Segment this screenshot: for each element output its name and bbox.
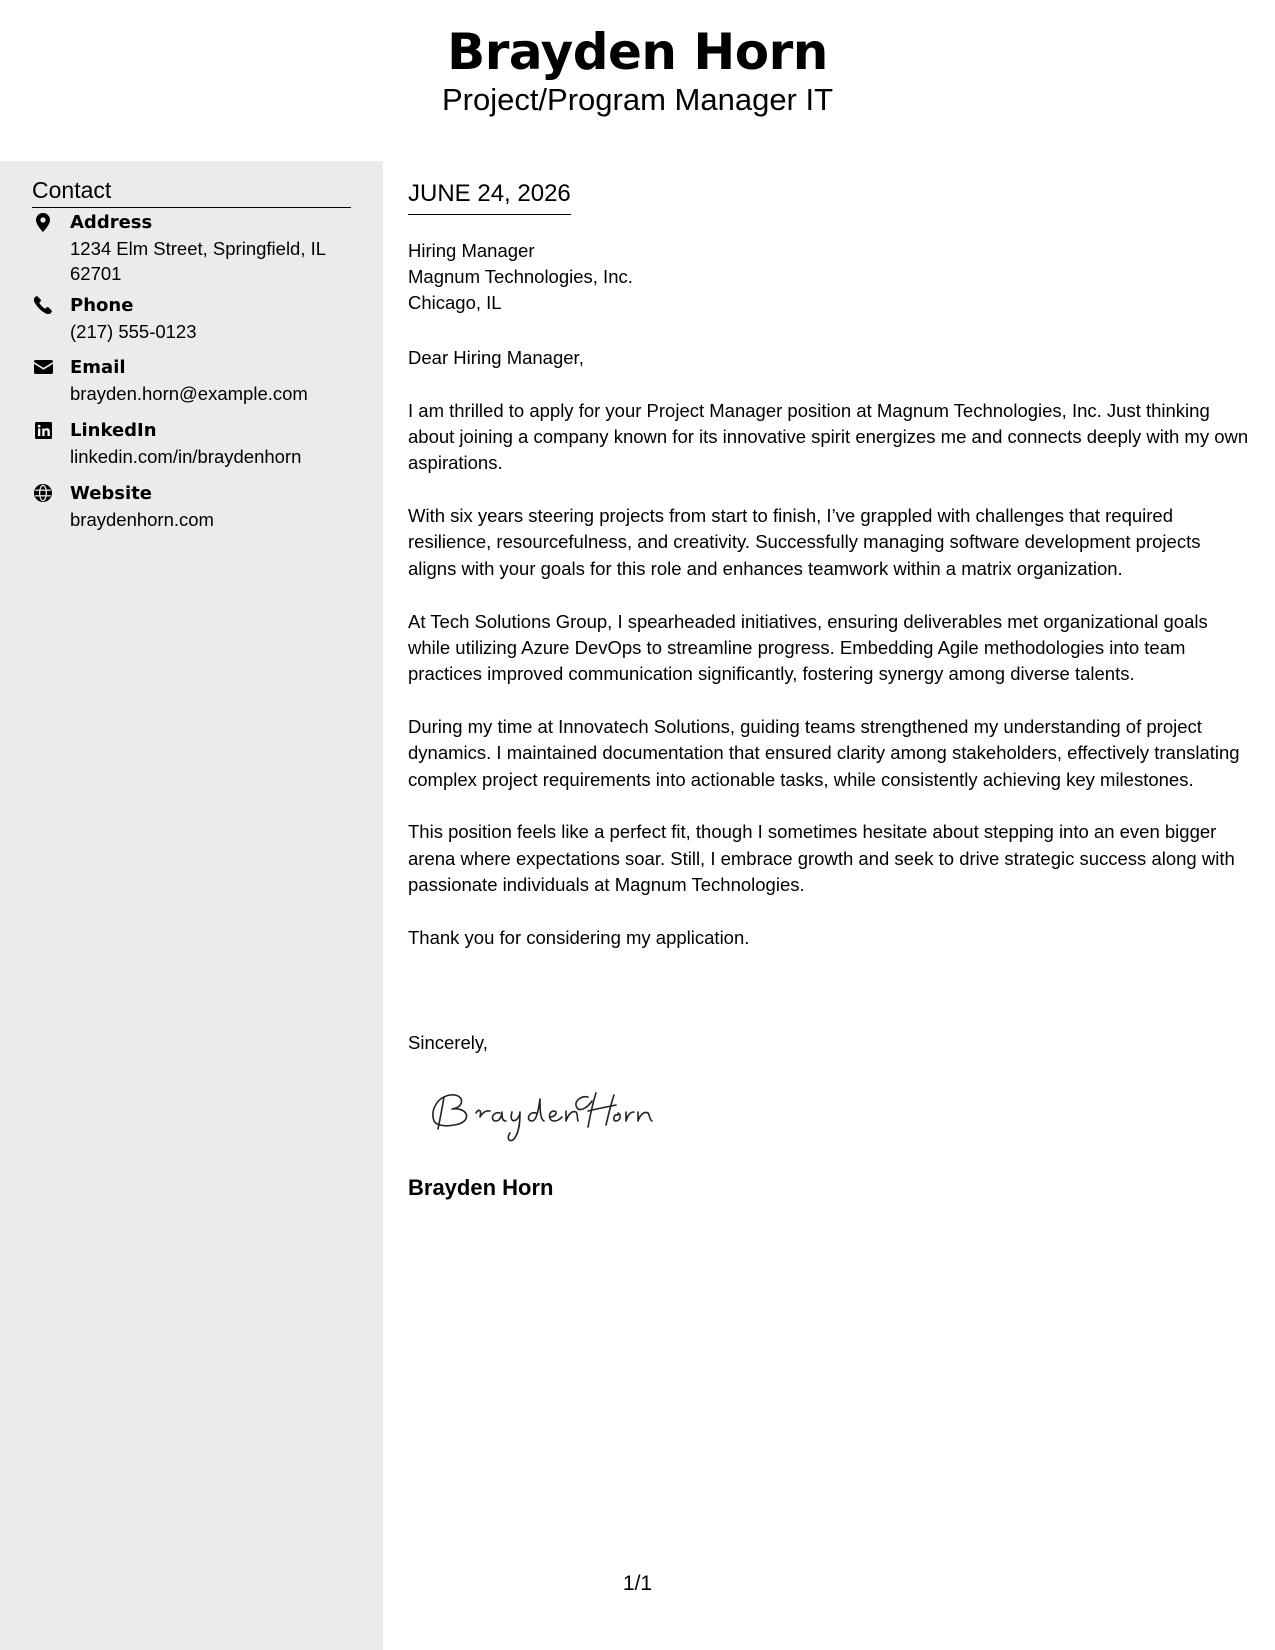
- contact-value: braydenhorn.com: [70, 509, 214, 530]
- contact-heading: Contact: [32, 175, 351, 208]
- contact-value: (217) 555-0123: [70, 321, 197, 342]
- recipient-line: Chicago, IL: [408, 292, 502, 313]
- body-paragraph: During my time at Innovatech Solutions, guiding teams strengthened my understanding of project dynamics. I maintained documentation that ensured clarity among stakeholders, effectively translating complex project requirements into actionable tasks, while consistently achieving key milestones.: [408, 715, 1240, 790]
- contact-label: Website: [70, 483, 153, 504]
- body-paragraph: At Tech Solutions Group, I spearheaded initiatives, ensuring deliverables met organizational goals while utilizing Azure DevOps to streamline progress. Embedding Agile methodologies into team practices improved communication significantly, fostering synergy among diverse talents.: [408, 610, 1208, 685]
- closing: Sincerely,: [408, 1032, 488, 1053]
- contact-label: Phone: [70, 295, 134, 316]
- letter-date: JUNE 24, 2026: [408, 179, 571, 215]
- letter-header: [0, 0, 1275, 161]
- body-paragraph: This position feels like a perfect fit, though I sometimes hesitate about stepping into an even bigger arena where expectations soar. Still, I embrace growth and seek to drive strategic success along with passionate individuals at Magnum Technologies.: [408, 821, 1235, 895]
- globe-icon: [32, 482, 54, 504]
- envelope-icon: [32, 356, 54, 378]
- body-paragraph: I am thrilled to apply for your Project Manager position at Magnum Technologies, Inc. Just thinking about joining a company known for its innovative spirit energizes me and connects deeply with my own aspirations.: [408, 399, 1249, 474]
- letter-text: [408, 345, 1253, 978]
- linkedin-icon: [32, 419, 54, 441]
- contact-value: brayden.horn@example.com: [70, 383, 308, 404]
- contact-sidebar: [0, 161, 383, 1650]
- salutation: Dear Hiring Manager,: [408, 347, 584, 368]
- handwritten-signature: [420, 1079, 660, 1149]
- page-number: 1/1: [622, 1572, 653, 1595]
- body-paragraph: With six years steering projects from start to finish, I’ve grappled with challenges that required resilience, resourcefulness, and creativity. Successfully managing software development projects aligns with your goals for this role and enhances teamwork within a matrix organization.: [408, 505, 1201, 579]
- body-paragraph: Thank you for considering my application.: [408, 926, 750, 948]
- recipient-line: Hiring Manager: [408, 240, 535, 261]
- job-title: Project/Program Manager IT: [441, 82, 834, 117]
- applicant-name: Brayden Horn: [447, 23, 828, 81]
- phone-icon: [32, 294, 54, 316]
- contact-label: LinkedIn: [70, 420, 157, 441]
- recipient-block: [408, 238, 633, 316]
- map-pin-icon: [32, 211, 54, 233]
- recipient-line: Magnum Technologies, Inc.: [408, 266, 633, 287]
- signed-name: Brayden Horn: [408, 1175, 554, 1200]
- contact-value: 1234 Elm Street, Springfield, IL 62701: [70, 238, 326, 284]
- contact-label: Email: [70, 357, 126, 378]
- contact-label: Address: [70, 212, 153, 233]
- contact-value: linkedin.com/in/braydenhorn: [70, 446, 302, 467]
